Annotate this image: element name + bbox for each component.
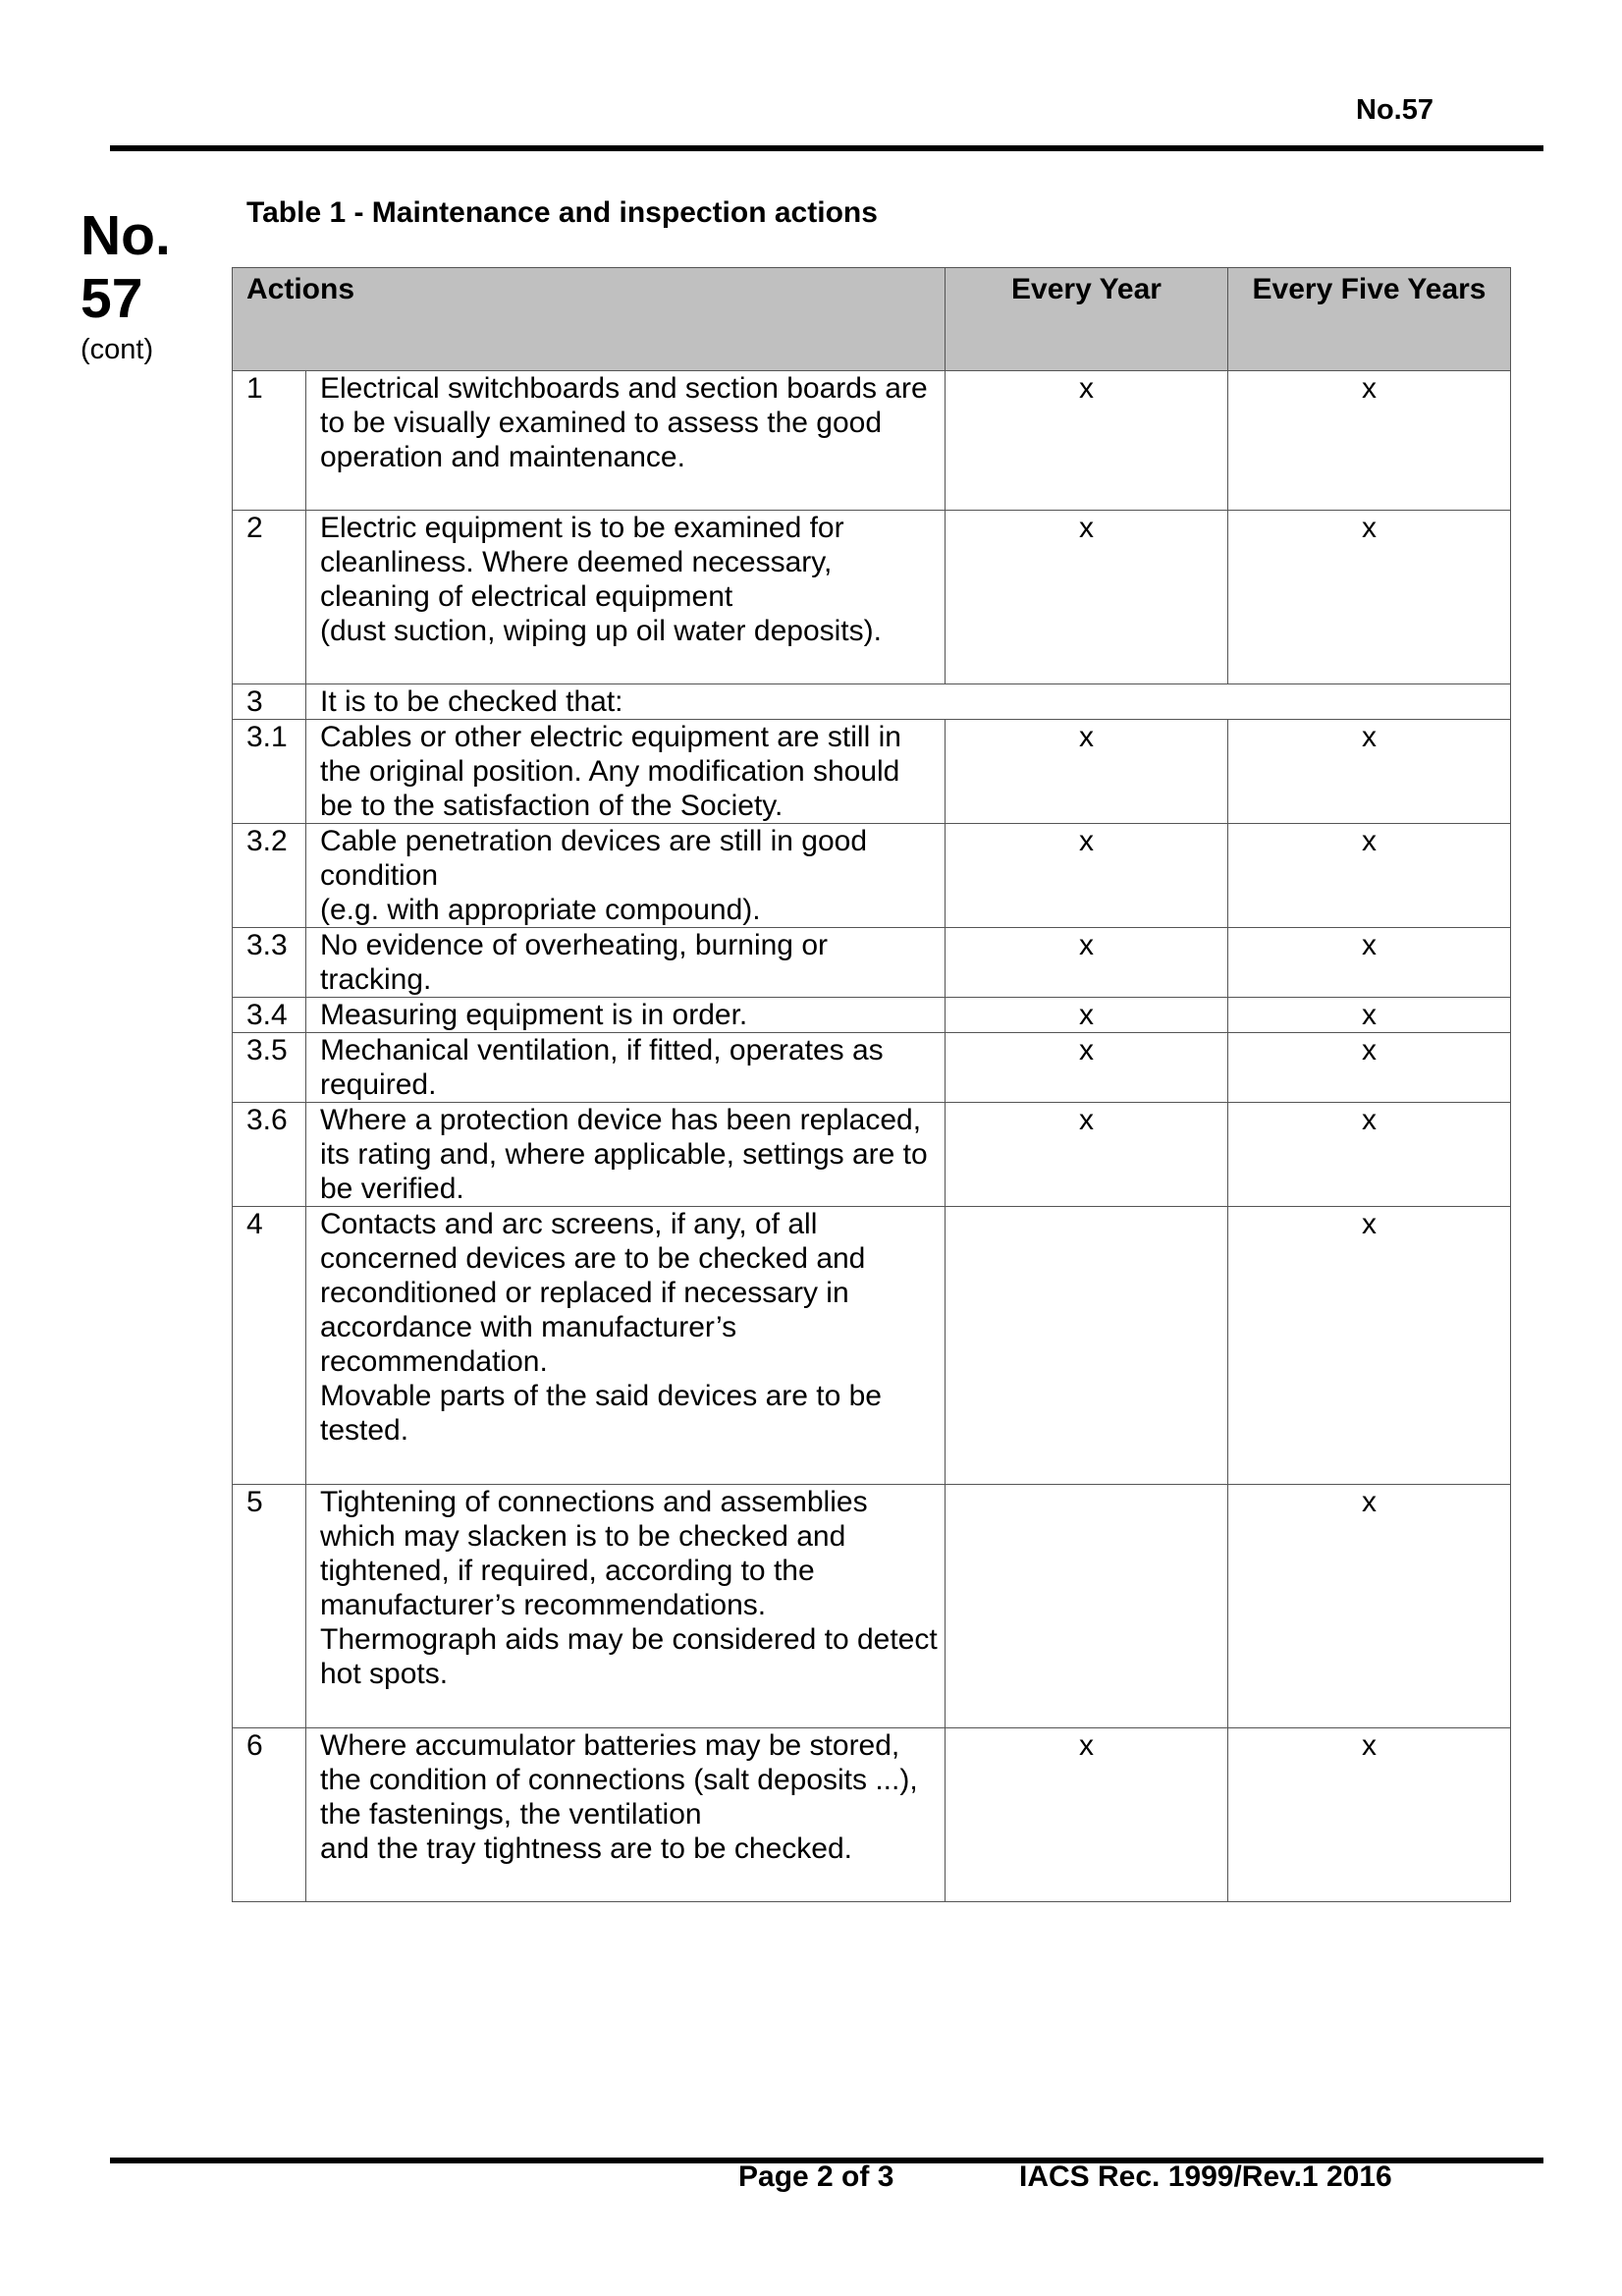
- row-number: 3.6: [233, 1103, 306, 1207]
- row-every-five-years: x: [1228, 1103, 1511, 1207]
- row-every-five-years: x: [1228, 824, 1511, 928]
- row-number: 3.2: [233, 824, 306, 928]
- row-text: Where a protection device has been replaced, its rating and, where applicable, settings are to be verified.: [306, 1103, 946, 1207]
- row-number: 3.4: [233, 998, 306, 1033]
- table-row: [233, 371, 1511, 511]
- table-row: [233, 1033, 1511, 1103]
- table-row: [233, 1485, 1511, 1728]
- header-actions: Actions: [233, 268, 946, 371]
- row-number: 3.3: [233, 928, 306, 998]
- table-row: [233, 1207, 1511, 1485]
- table-row: [233, 684, 1511, 720]
- row-number: 6: [233, 1728, 306, 1902]
- row-number: 3: [233, 684, 306, 720]
- side-number-line2: 57: [81, 267, 143, 330]
- row-every-five-years: x: [1228, 1207, 1511, 1485]
- row-every-year: x: [946, 371, 1228, 511]
- table-caption: Table 1 - Maintenance and inspection actions: [246, 196, 878, 229]
- row-number: 3.1: [233, 720, 306, 824]
- row-text: Measuring equipment is in order.: [306, 998, 946, 1033]
- row-text: No evidence of overheating, burning or tracking.: [306, 928, 946, 998]
- row-number: 1: [233, 371, 306, 511]
- row-every-year: x: [946, 1103, 1228, 1207]
- row-every-year: x: [946, 824, 1228, 928]
- table-row: [233, 511, 1511, 684]
- row-every-year: [946, 1207, 1228, 1485]
- row-every-five-years: x: [1228, 998, 1511, 1033]
- footer-page-number: Page 2 of 3: [738, 2160, 894, 2193]
- row-text: Where accumulator batteries may be stored, the condition of connections (salt deposits ...), the fastenings, the ventilation and the tray tightness are to be checked.: [306, 1728, 946, 1902]
- row-every-five-years: x: [1228, 1033, 1511, 1103]
- row-every-year: x: [946, 1728, 1228, 1902]
- footer-reference: IACS Rec. 1999/Rev.1 2016: [1019, 2160, 1392, 2193]
- row-every-year: x: [946, 720, 1228, 824]
- row-every-five-years: x: [1228, 511, 1511, 684]
- row-every-year: x: [946, 511, 1228, 684]
- table-row: [233, 998, 1511, 1033]
- row-text: Contacts and arc screens, if any, of all concerned devices are to be checked and reconditioned or replaced if necessary in accordance with manufacturer’s recommendation. Movable parts of the said devices are to be tested.: [306, 1207, 946, 1485]
- table-row: [233, 1728, 1511, 1902]
- row-text: Cables or other electric equipment are still in the original position. Any modification should be to the satisfaction of the Society.: [306, 720, 946, 824]
- row-every-year: [946, 1485, 1228, 1728]
- table-row: [233, 1103, 1511, 1207]
- side-cont-label: (cont): [81, 334, 154, 365]
- maintenance-table: [232, 267, 1511, 1902]
- row-every-year: x: [946, 998, 1228, 1033]
- row-number: 5: [233, 1485, 306, 1728]
- side-number: [81, 204, 171, 330]
- header-rule: [110, 145, 1543, 151]
- side-number-line1: No.: [81, 204, 171, 267]
- table-row: [233, 928, 1511, 998]
- row-number: 2: [233, 511, 306, 684]
- row-text: Electric equipment is to be examined for cleanliness. Where deemed necessary, cleaning of electrical equipment (dust suction, wiping up oil water deposits).: [306, 511, 946, 684]
- row-every-year: x: [946, 1033, 1228, 1103]
- table-row: [233, 720, 1511, 824]
- header-every-five-years: Every Five Years: [1228, 268, 1511, 371]
- row-every-five-years: x: [1228, 928, 1511, 998]
- row-every-year: x: [946, 928, 1228, 998]
- row-text: Cable penetration devices are still in good condition (e.g. with appropriate compound).: [306, 824, 946, 928]
- row-every-five-years: x: [1228, 1485, 1511, 1728]
- row-every-five-years: x: [1228, 1728, 1511, 1902]
- row-text: Mechanical ventilation, if fitted, operates as required.: [306, 1033, 946, 1103]
- table-body: [233, 371, 1511, 1902]
- row-text: It is to be checked that:: [306, 684, 1511, 720]
- row-number: 3.5: [233, 1033, 306, 1103]
- row-text: Electrical switchboards and section boards are to be visually examined to assess the good operation and maintenance.: [306, 371, 946, 511]
- row-every-five-years: x: [1228, 371, 1511, 511]
- table-row: [233, 824, 1511, 928]
- row-every-five-years: x: [1228, 720, 1511, 824]
- table-header-row: [233, 268, 1511, 371]
- header-every-year: Every Year: [946, 268, 1228, 371]
- row-number: 4: [233, 1207, 306, 1485]
- document-number: No.57: [1356, 94, 1433, 126]
- row-text: Tightening of connections and assemblies which may slacken is to be checked and tightened, if required, according to the manufacturer’s recommendations. Thermograph aids may be considered to detect hot spots.: [306, 1485, 946, 1728]
